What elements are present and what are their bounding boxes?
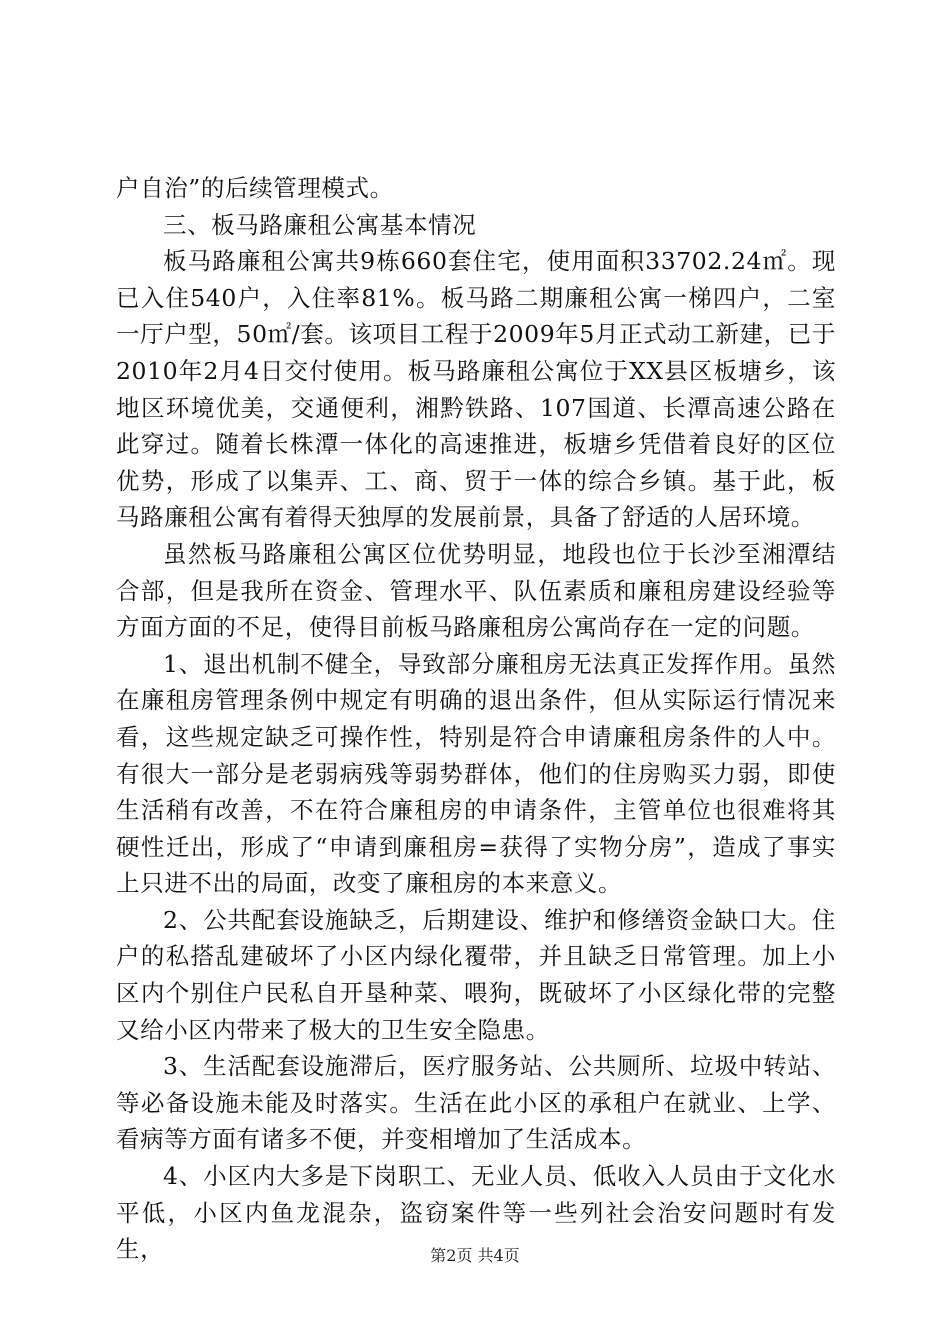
paragraph-problem-1: 1、退出机制不健全，导致部分廉租房无法真正发挥作用。虽然在廉租房管理条例中规定有明确的退出条件，但从实际运行情况来看，这些规定缺乏可操作性，特别是符合申请廉租房条件的人中。有很大一部分是老弱病残等弱势群体，他们的住房购买力弱，即使生活稍有改善，不在符合廉租房的申请条件，主管单位也很难将其硬性迁出，形成了“申请到廉租房=获得了实物分房”，造成了事实上只进不出的局面，改变了廉租房的本来意义。: [116, 649, 836, 898]
paragraph-basic-info: 板马路廉租公寓共9栋660套住宅，使用面积33702.24㎡。现已入住540户，入住率81%。板马路二期廉租公寓一梯四户，二室一厅户型，50㎡/套。该项目工程于2009年5月正式动工新建，已于2010年2月4日交付使用。板马路廉租公寓位于XX县区板塘乡，该地区环境优美，交通便利，湘黔铁路、107国道、长潭高速公路在此穿过。随着长株潭一体化的高速推进，板塘乡凭借着良好的区位优势，形成了以集弄、工、商、贸于一体的综合乡镇。基于此，板马路廉租公寓有着得天独厚的发展前景，具备了舒适的人居环境。: [116, 247, 836, 532]
paragraph-problem-4: 4、小区内大多是下岗职工、无业人员、低收入人员由于文化水平低，小区内鱼龙混杂，盗窃案件等一些列社会治安问题时有发生，: [116, 1162, 836, 1264]
page-number-footer: 第2页 共4页: [430, 1246, 520, 1265]
paragraph-problem-3: 3、生活配套设施滞后，医疗服务站、公共厕所、垃圾中转站、等必备设施未能及时落实。生活在此小区的承租户在就业、上学、看病等方面有诸多不便，并变相增加了生活成本。: [116, 1052, 836, 1154]
document-body: [116, 170, 836, 1268]
paragraph-continuation: 户自治”的后续管理模式。: [116, 174, 394, 202]
paragraph-problems-intro: 虽然板马路廉租公寓区位优势明显，地段也位于长沙至湘潭结合部，但是我所在资金、管理水平、队伍素质和廉租房建设经验等方面方面的不足，使得目前板马路廉租房公寓尚存在一定的问题。: [116, 539, 836, 642]
section-heading: 三、板马路廉租公寓基本情况: [163, 210, 477, 239]
paragraph-problem-2: 2、公共配套设施缺乏，后期建设、维护和修缮资金缺口大。住户的私搭乱建破坏了小区内绿化覆带，并且缺乏日常管理。加上小区内个别住户民私自开垦种菜、喂狗，既破坏了小区绿化带的完整又给小区内带来了极大的卫生安全隐患。: [116, 905, 836, 1044]
